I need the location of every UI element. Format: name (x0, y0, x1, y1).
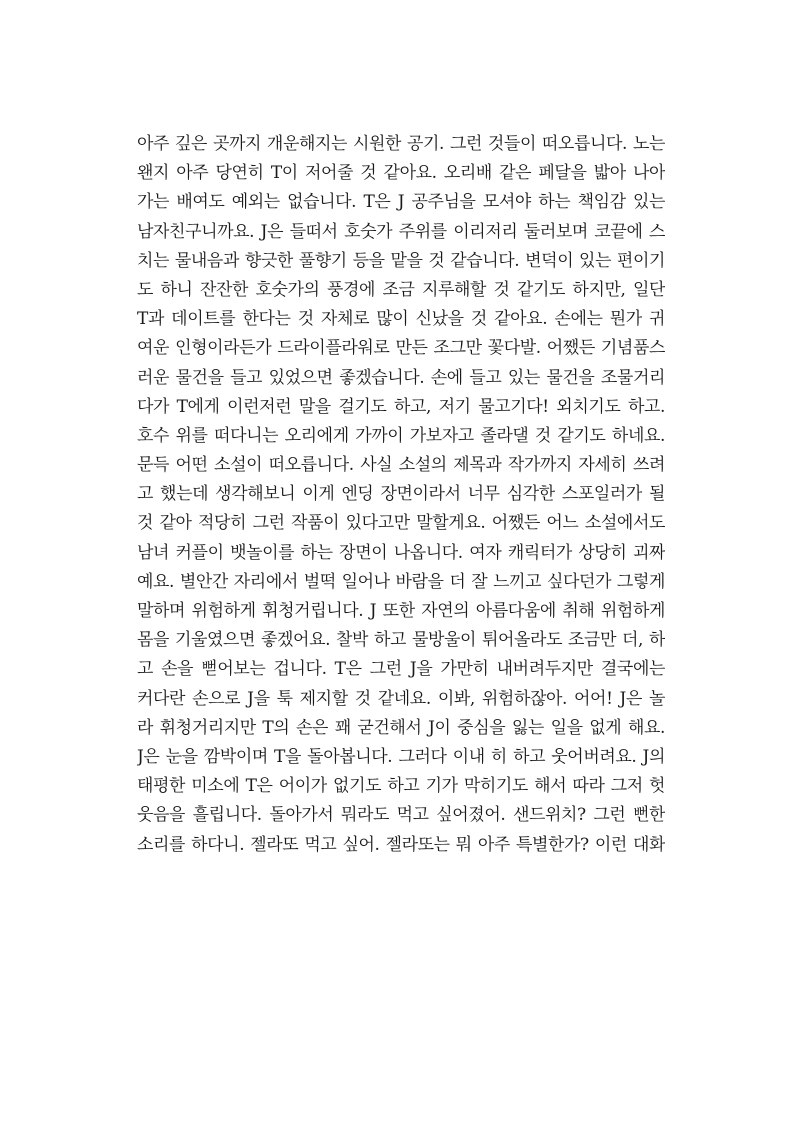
text-line: 남녀 커플이 뱃놀이를 하는 장면이 나옵니다. 여자 캐릭터가 상당히 괴짜 (137, 542, 665, 563)
text-line: 도 하니 잔잔한 호숫가의 풍경에 조금 지루해할 것 같기도 하지만, 일단 (137, 279, 665, 300)
text-line: 남자친구니까요. J은 들떠서 호숫가 주위를 이리저리 둘러보며 코끝에 스 (137, 221, 665, 242)
text-line: 문득 어떤 소설이 떠오릅니다. 사실 소설의 제목과 작가까지 자세히 쓰려 (137, 455, 665, 476)
text-line: 것 같아 적당히 그런 작품이 있다고만 말할게요. 어쨌든 어느 소설에서도 (137, 513, 665, 534)
text-line: J은 눈을 깜박이며 T을 돌아봅니다. 그러다 이내 히 하고 웃어버려요. J의 (137, 746, 665, 767)
text-line: 웃음을 흘립니다. 돌아가서 뭐라도 먹고 싶어졌어. 샌드위치? 그런 뻔한 (137, 805, 665, 826)
text-line: 러운 물건을 들고 있었으면 좋겠습니다. 손에 들고 있는 물건을 조물거리 (137, 367, 665, 388)
text-line: 라 휘청거리지만 T의 손은 꽤 굳건해서 J이 중심을 잃는 일을 없게 해요. (137, 717, 665, 738)
text-line: T과 데이트를 한다는 것 자체로 많이 신났을 것 같아요. 손에는 뭔가 귀 (137, 309, 665, 330)
text-line: 왠지 아주 당연히 T이 저어줄 것 같아요. 오리배 같은 페달을 밟아 나아 (137, 163, 665, 184)
text-line: 호수 위를 떠다니는 오리에게 가까이 가보자고 졸라댈 것 같기도 하네요. (137, 425, 665, 446)
text-line: 다가 T에게 이런저런 말을 걸기도 하고, 저기 물고기다! 외치기도 하고. (137, 396, 665, 417)
body-text (137, 130, 665, 860)
text-line: 고 손을 뻗어보는 겁니다. T은 그런 J을 가만히 내버려두지만 결국에는 (137, 659, 665, 680)
text-line: 예요. 별안간 자리에서 벌떡 일어나 바람을 더 잘 느끼고 싶다던가 그렇게 (137, 571, 665, 592)
text-line: 가는 배여도 예외는 없습니다. T은 J 공주님을 모셔야 하는 책임감 있는 (137, 192, 665, 213)
text-line: 커다란 손으로 J을 툭 제지할 것 같네요. 이봐, 위험하잖아. 어어! J은 놀 (137, 688, 665, 709)
text-line: 몸을 기울였으면 좋겠어요. 찰박 하고 물방울이 튀어올라도 조금만 더, 하 (137, 630, 665, 651)
text-line: 말하며 위험하게 휘청거립니다. J 또한 자연의 아름다움에 취해 위험하게 (137, 601, 665, 621)
text-line: 고 했는데 생각해보니 이게 엔딩 장면이라서 너무 심각한 스포일러가 될 (137, 484, 665, 505)
text-line: 치는 물내음과 향긋한 풀향기 등을 맡을 것 같습니다. 변덕이 있는 편이기 (137, 250, 665, 271)
text-line: 아주 깊은 곳까지 개운해지는 시원한 공기. 그런 것들이 떠오릅니다. 노는 (137, 134, 665, 154)
text-line: 여운 인형이라든가 드라이플라워로 만든 조그만 꽃다발. 어쨌든 기념품스 (137, 338, 665, 359)
text-line: 태평한 미소에 T은 어이가 없기도 하고 기가 막히기도 해서 따라 그저 헛 (137, 776, 665, 797)
text-line: 소리를 하다니. 젤라또 먹고 싶어. 젤라또는 뭐 아주 특별한가? 이런 대화 (137, 834, 665, 855)
